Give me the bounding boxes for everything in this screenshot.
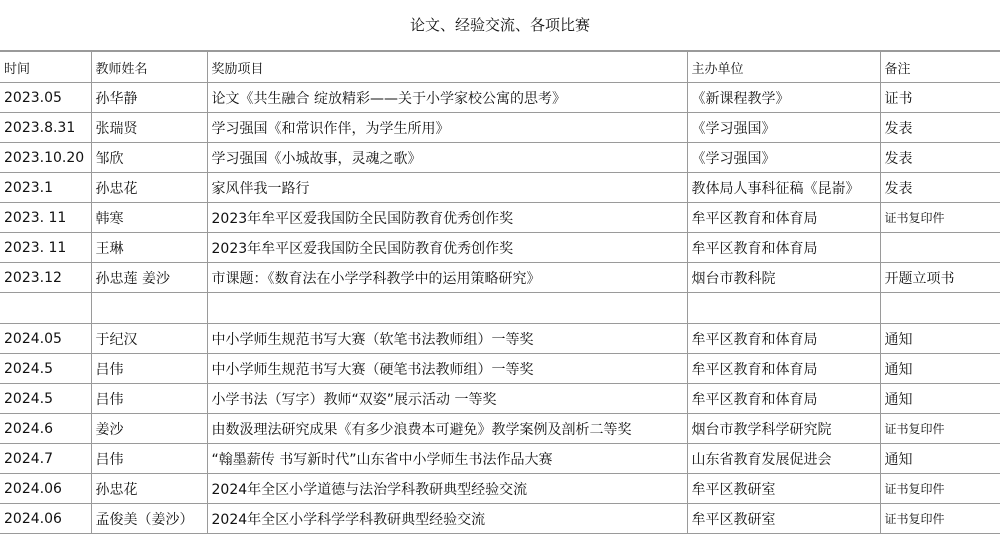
cell-organizer[interactable]: 教体局人事科征稿《昆嵛》 bbox=[687, 173, 880, 203]
cell-date[interactable]: 2024.6 bbox=[0, 414, 91, 444]
cell-note[interactable]: 证书复印件 bbox=[880, 203, 1000, 233]
cell-teacher-name[interactable]: 孟俊美（姜沙） bbox=[91, 504, 207, 534]
cell-organizer[interactable]: 烟台市教学科学研究院 bbox=[687, 414, 880, 444]
cell-teacher-name[interactable]: 韩寒 bbox=[91, 203, 207, 233]
header-teacher-name[interactable]: 教师姓名 bbox=[91, 52, 207, 83]
empty-cell[interactable] bbox=[0, 293, 91, 324]
cell-note[interactable]: 通知 bbox=[880, 354, 1000, 384]
cell-organizer[interactable]: 牟平区教育和体育局 bbox=[687, 354, 880, 384]
cell-organizer[interactable]: 烟台市教科院 bbox=[687, 263, 880, 293]
cell-organizer[interactable]: 牟平区教育和体育局 bbox=[687, 233, 880, 263]
cell-teacher-name[interactable]: 姜沙 bbox=[91, 414, 207, 444]
cell-teacher-name[interactable]: 孙忠莲 姜沙 bbox=[91, 263, 207, 293]
cell-teacher-name[interactable]: 王琳 bbox=[91, 233, 207, 263]
table-row bbox=[0, 83, 1000, 113]
cell-teacher-name[interactable]: 张瑞贤 bbox=[91, 113, 207, 143]
table-row bbox=[0, 474, 1000, 504]
cell-date[interactable]: 2023. 11 bbox=[0, 233, 91, 263]
cell-date[interactable]: 2024.05 bbox=[0, 324, 91, 354]
cell-teacher-name[interactable]: 吕伟 bbox=[91, 354, 207, 384]
cell-award-project[interactable]: 学习强国《小城故事，灵魂之歌》 bbox=[207, 143, 687, 173]
blank-row bbox=[0, 293, 1000, 324]
cell-note[interactable]: 发表 bbox=[880, 143, 1000, 173]
cell-organizer[interactable]: 山东省教育发展促进会 bbox=[687, 444, 880, 474]
cell-organizer[interactable]: 《学习强国》 bbox=[687, 143, 880, 173]
cell-note[interactable]: 开题立项书 bbox=[880, 263, 1000, 293]
table-row bbox=[0, 324, 1000, 354]
cell-organizer[interactable]: 牟平区教育和体育局 bbox=[687, 324, 880, 354]
header-organizer[interactable]: 主办单位 bbox=[687, 52, 880, 83]
cell-award-project[interactable]: 2024年全区小学科学学科教研典型经验交流 bbox=[207, 504, 687, 534]
cell-date[interactable]: 2023.10.20 bbox=[0, 143, 91, 173]
cell-date[interactable]: 2023.05 bbox=[0, 83, 91, 113]
table-row bbox=[0, 173, 1000, 203]
cell-date[interactable]: 2024.5 bbox=[0, 354, 91, 384]
cell-award-project[interactable]: 学习强国《和常识作伴，为学生所用》 bbox=[207, 113, 687, 143]
cell-organizer[interactable]: 牟平区教育和体育局 bbox=[687, 203, 880, 233]
cell-date[interactable]: 2023. 11 bbox=[0, 203, 91, 233]
empty-cell[interactable] bbox=[207, 293, 687, 324]
cell-organizer[interactable]: 《学习强国》 bbox=[687, 113, 880, 143]
cell-organizer[interactable]: 牟平区教研室 bbox=[687, 504, 880, 534]
cell-award-project[interactable]: 2024年全区小学道德与法治学科教研典型经验交流 bbox=[207, 474, 687, 504]
header-award-project[interactable]: 奖励项目 bbox=[207, 52, 687, 83]
table-row bbox=[0, 233, 1000, 263]
table-row bbox=[0, 143, 1000, 173]
cell-teacher-name[interactable]: 邹欣 bbox=[91, 143, 207, 173]
cell-award-project[interactable]: 2023年牟平区爱我国防全民国防教育优秀创作奖 bbox=[207, 203, 687, 233]
cell-award-project[interactable]: 2023年牟平区爱我国防全民国防教育优秀创作奖 bbox=[207, 233, 687, 263]
cell-note[interactable] bbox=[880, 233, 1000, 263]
table-row bbox=[0, 203, 1000, 233]
cell-teacher-name[interactable]: 孙忠花 bbox=[91, 474, 207, 504]
table-row bbox=[0, 354, 1000, 384]
cell-teacher-name[interactable]: 孙忠花 bbox=[91, 173, 207, 203]
cell-teacher-name[interactable]: 于纪汉 bbox=[91, 324, 207, 354]
cell-organizer[interactable]: 牟平区教研室 bbox=[687, 474, 880, 504]
cell-teacher-name[interactable]: 吕伟 bbox=[91, 384, 207, 414]
empty-cell[interactable] bbox=[91, 293, 207, 324]
cell-note[interactable]: 发表 bbox=[880, 173, 1000, 203]
cell-note[interactable]: 证书 bbox=[880, 83, 1000, 113]
header-note[interactable]: 备注 bbox=[880, 52, 1000, 83]
cell-date[interactable]: 2023.8.31 bbox=[0, 113, 91, 143]
sheet-title: 论文、经验交流、各项比赛 bbox=[0, 0, 1000, 51]
cell-note[interactable]: 证书复印件 bbox=[880, 414, 1000, 444]
cell-award-project[interactable]: 论文《共生融合 绽放精彩——关于小学家校公寓的思考》 bbox=[207, 83, 687, 113]
awards-table bbox=[0, 51, 1000, 534]
cell-note[interactable]: 通知 bbox=[880, 324, 1000, 354]
table-row bbox=[0, 504, 1000, 534]
cell-date[interactable]: 2023.1 bbox=[0, 173, 91, 203]
table-row bbox=[0, 444, 1000, 474]
cell-teacher-name[interactable]: 吕伟 bbox=[91, 444, 207, 474]
cell-date[interactable]: 2024.06 bbox=[0, 474, 91, 504]
cell-award-project[interactable]: 中小学师生规范书写大赛（软笔书法教师组）一等奖 bbox=[207, 324, 687, 354]
header-row bbox=[0, 52, 1000, 83]
cell-date[interactable]: 2024.5 bbox=[0, 384, 91, 414]
empty-cell[interactable] bbox=[880, 293, 1000, 324]
table-row bbox=[0, 113, 1000, 143]
cell-award-project[interactable]: 由数汲理法研究成果《有多少浪费本可避免》教学案例及剖析二等奖 bbox=[207, 414, 687, 444]
cell-award-project[interactable]: 市课题：《数育法在小学学科教学中的运用策略研究》 bbox=[207, 263, 687, 293]
cell-award-project[interactable]: 中小学师生规范书写大赛（硬笔书法教师组）一等奖 bbox=[207, 354, 687, 384]
cell-note[interactable]: 证书复印件 bbox=[880, 504, 1000, 534]
cell-organizer[interactable]: 牟平区教育和体育局 bbox=[687, 384, 880, 414]
cell-note[interactable]: 通知 bbox=[880, 444, 1000, 474]
cell-teacher-name[interactable]: 孙华静 bbox=[91, 83, 207, 113]
cell-award-project[interactable]: 小学书法（写字）教师“双姿”展示活动 一等奖 bbox=[207, 384, 687, 414]
empty-cell[interactable] bbox=[687, 293, 880, 324]
table-row bbox=[0, 263, 1000, 293]
cell-organizer[interactable]: 《新课程教学》 bbox=[687, 83, 880, 113]
table-row bbox=[0, 384, 1000, 414]
cell-award-project[interactable]: “翰墨薪传 书写新时代”山东省中小学师生书法作品大赛 bbox=[207, 444, 687, 474]
table-row bbox=[0, 414, 1000, 444]
header-date[interactable]: 时间 bbox=[0, 52, 91, 83]
cell-award-project[interactable]: 家风伴我一路行 bbox=[207, 173, 687, 203]
cell-note[interactable]: 证书复印件 bbox=[880, 474, 1000, 504]
cell-note[interactable]: 通知 bbox=[880, 384, 1000, 414]
cell-date[interactable]: 2023.12 bbox=[0, 263, 91, 293]
cell-note[interactable]: 发表 bbox=[880, 113, 1000, 143]
cell-date[interactable]: 2024.06 bbox=[0, 504, 91, 534]
cell-date[interactable]: 2024.7 bbox=[0, 444, 91, 474]
